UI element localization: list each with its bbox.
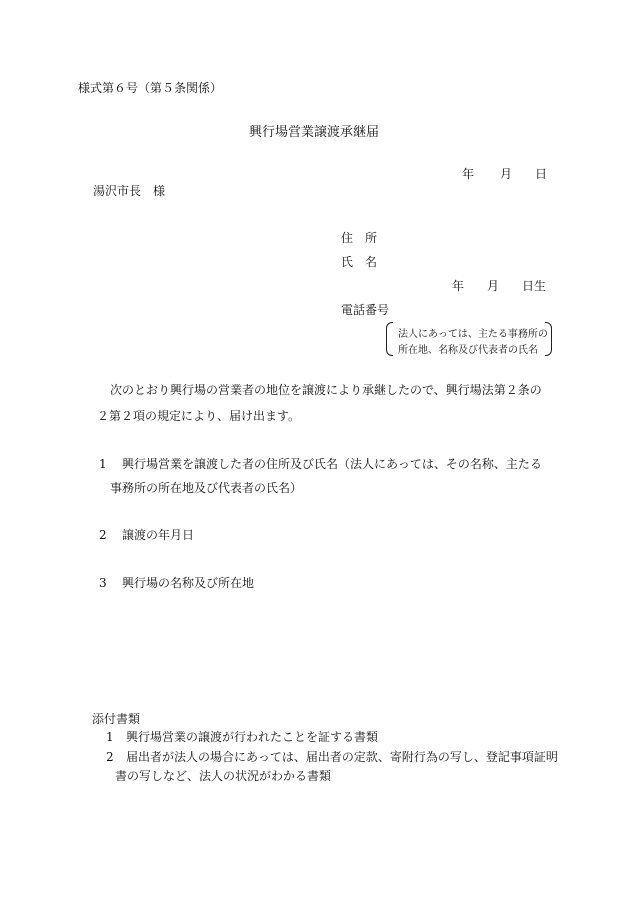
item-3-number: 3 <box>99 576 107 590</box>
attachment-1-number: 1 <box>106 730 114 744</box>
corporate-note-bracket <box>386 322 552 356</box>
item-1-number: 1 <box>99 457 107 471</box>
phone-label: 電話番号 <box>341 303 390 317</box>
date-year-label: 年 <box>462 167 475 181</box>
corporate-note-line2: 所在地、名称及び代表者の氏名 <box>398 345 538 356</box>
attachment-2-text-line1: 届出者が法人の場合にあっては、届出者の定款、寄附行為の写し、登記事項証明 <box>126 750 558 764</box>
date-month-label: 月 <box>500 167 513 181</box>
birth-year-label: 年 <box>452 279 465 293</box>
attachment-2-number: 2 <box>106 750 114 764</box>
addressee: 湯沢市長 様 <box>93 184 166 198</box>
date-day-label: 日 <box>535 167 548 181</box>
intro-line1: 次のとおり興行場の営業者の地位を譲渡により承継したので、興行場法第２条の <box>110 383 542 397</box>
item-2-text: 譲渡の年月日 <box>122 528 195 542</box>
item-1-text-line1: 興行場営業を譲渡した者の住所及び氏名（法人にあっては、その名称、主たる <box>122 457 542 471</box>
attachment-2-text-line2: 書の写しなど、法人の状況がわかる書類 <box>115 769 332 783</box>
name-label: 氏 名 <box>341 255 378 269</box>
attachments-heading: 添付書類 <box>92 712 141 726</box>
address-label: 住 所 <box>341 231 378 245</box>
birth-day-label: 日生 <box>522 279 547 293</box>
birth-month-label: 月 <box>487 279 500 293</box>
item-2-number: 2 <box>99 528 107 542</box>
corporate-note-line1: 法人にあっては、主たる事務所の <box>398 329 548 340</box>
intro-line2: ２第２項の規定により、届け出ます。 <box>97 409 301 423</box>
document-title: 興行場営業譲渡承継届 <box>249 125 380 140</box>
attachment-1-text: 興行場営業の譲渡が行われたことを証する書類 <box>126 730 379 744</box>
form-number: 様式第６号（第５条関係） <box>78 81 223 95</box>
item-1-text-line2: 事務所の所在地及び代表者の氏名） <box>110 481 303 495</box>
left-bracket-shape <box>386 322 393 356</box>
item-3-text: 興行場の名称及び所在地 <box>122 576 255 590</box>
